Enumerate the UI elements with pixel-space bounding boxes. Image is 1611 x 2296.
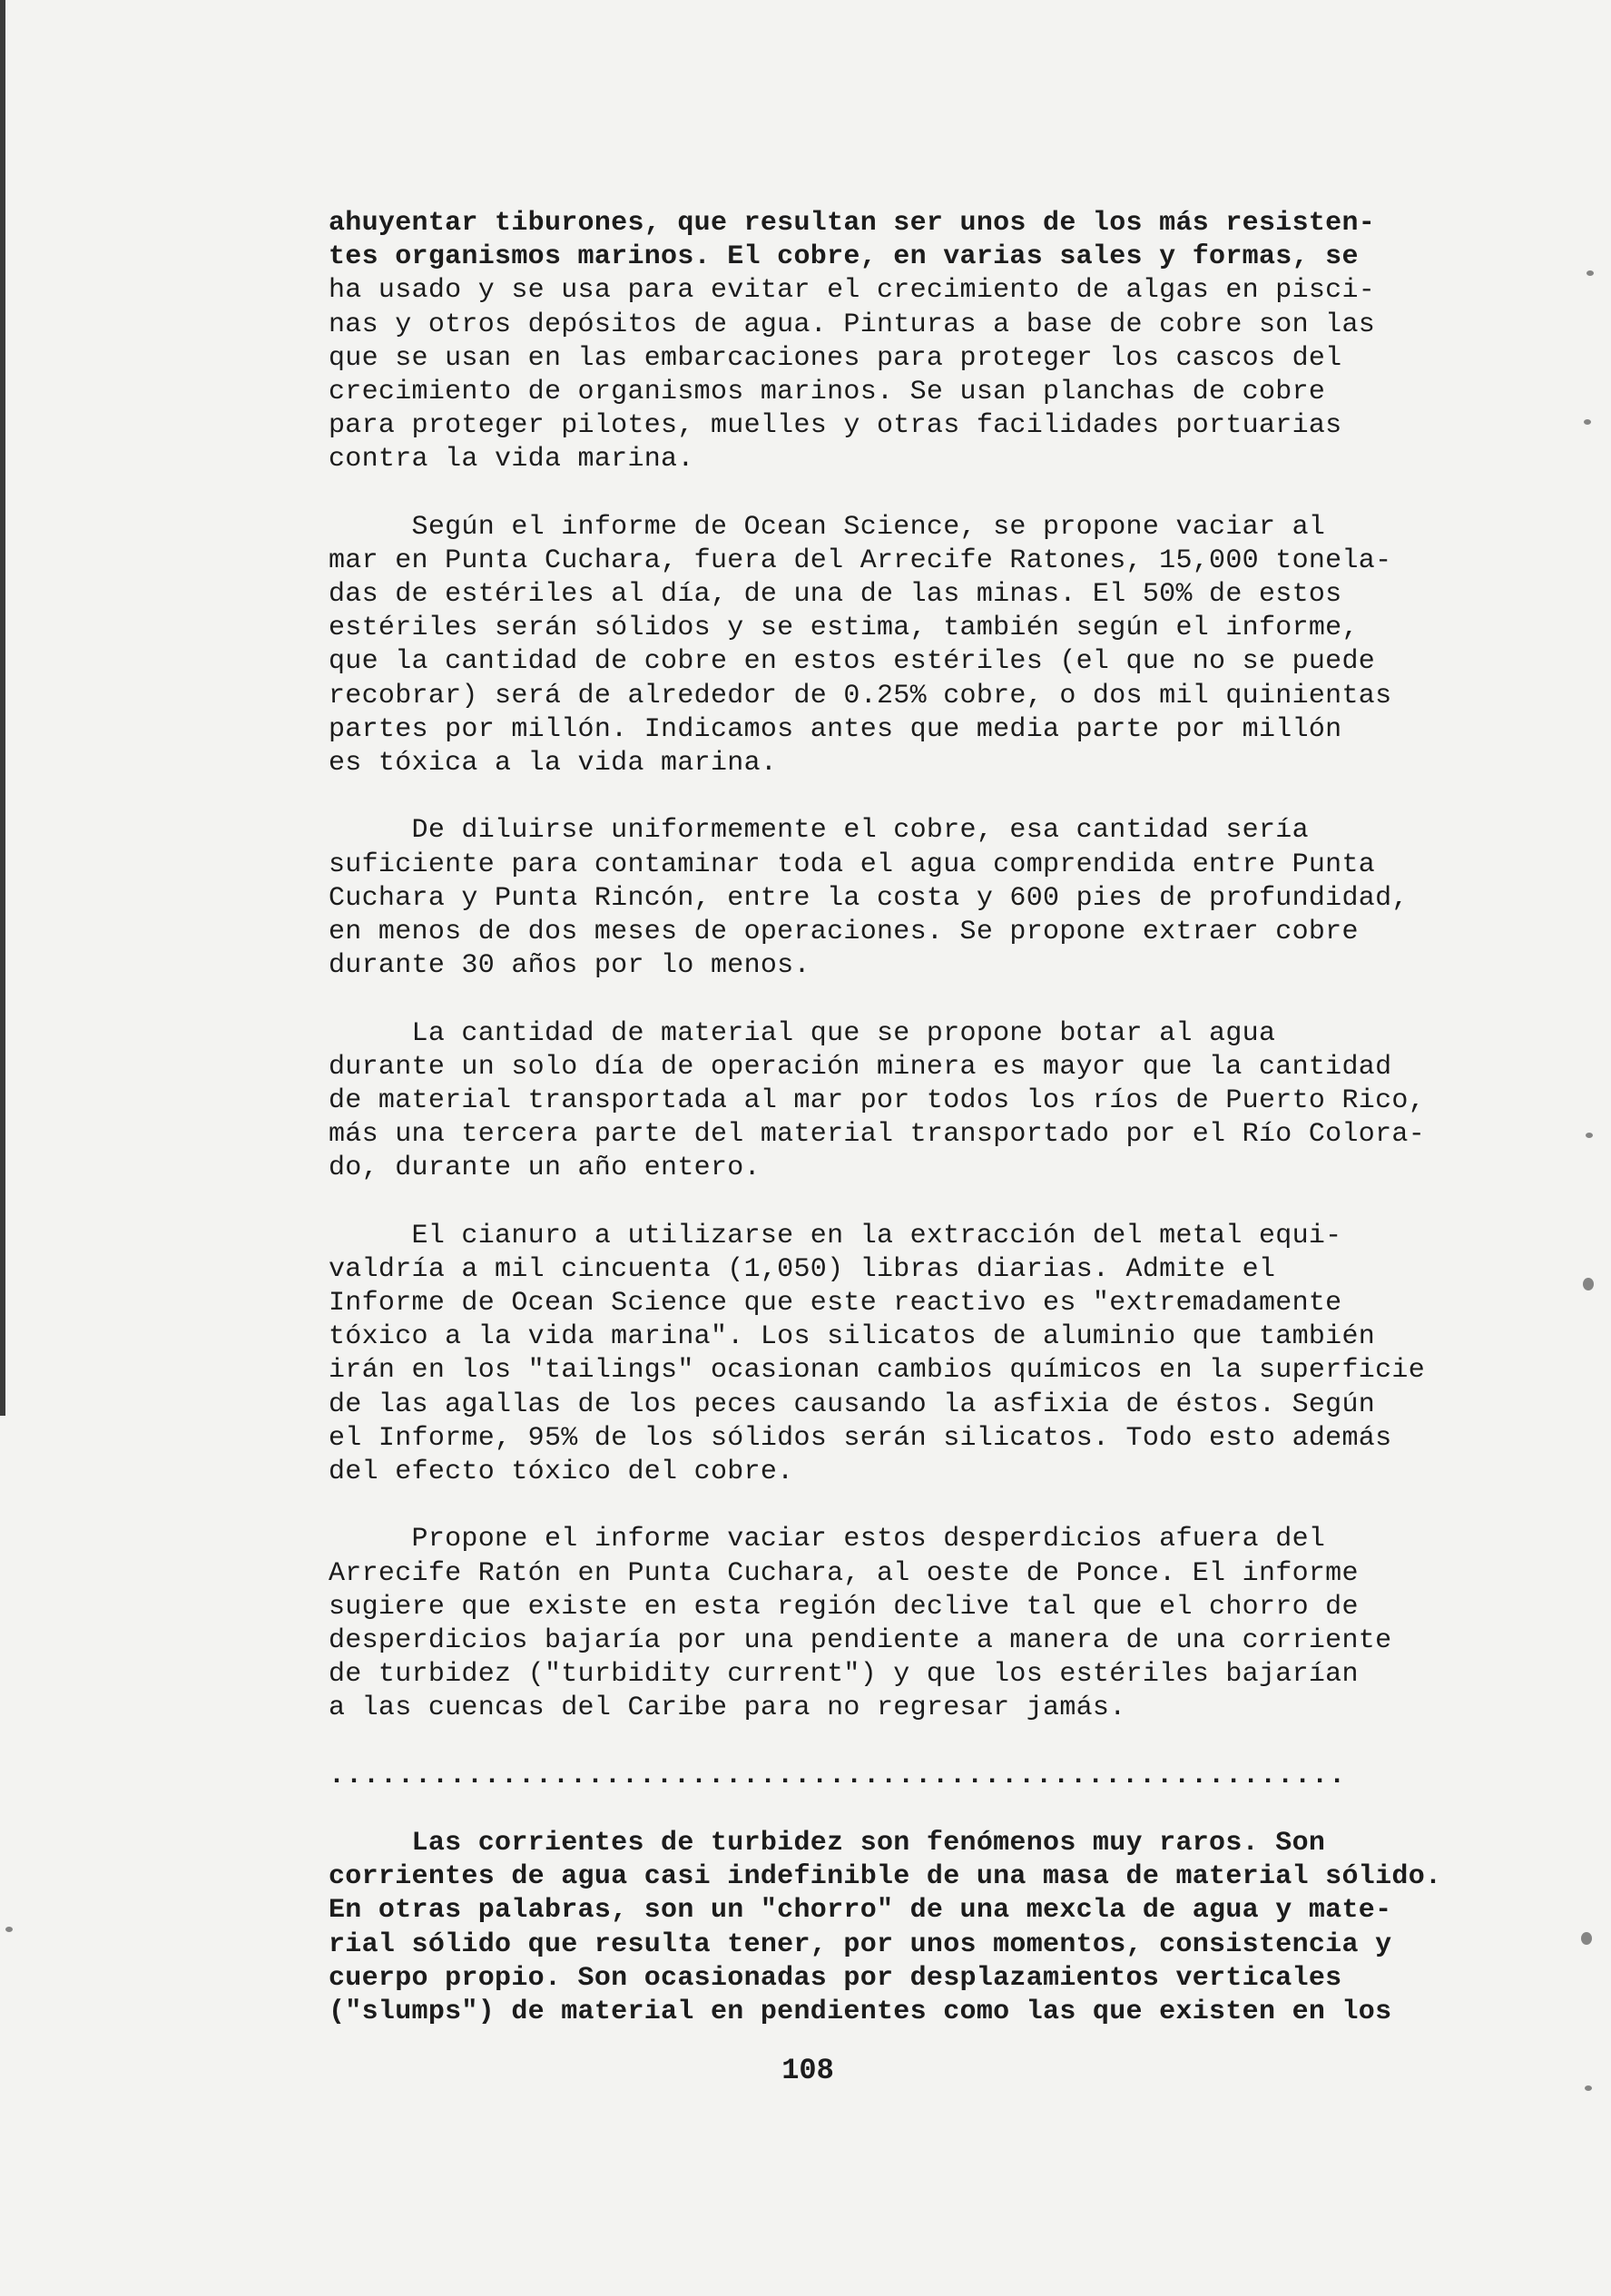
scan-speck <box>1586 270 1594 276</box>
text-line: Arrecife Ratón en Punta Cuchara, al oeste de Ponce. El informe <box>329 1557 1359 1589</box>
paragraph-5 <box>329 1220 1427 1490</box>
scan-speck <box>1586 1133 1593 1138</box>
text-line: das de estériles al día, de una de las minas. El 50% de estos <box>329 579 1342 611</box>
text-line: que se usan en las embarcaciones para proteger los cascos del <box>329 342 1342 374</box>
document-body <box>329 207 1442 2029</box>
scan-speck <box>1584 419 1591 425</box>
text-line: La cantidad de material que se propone botar al agua <box>329 1017 1276 1049</box>
text-line: tóxico a la vida marina". Los silicatos de aluminio que también <box>329 1321 1376 1353</box>
scan-speck <box>5 1927 13 1932</box>
text-line: crecimiento de organismos marinos. Se usan planchas de cobre <box>329 376 1326 407</box>
text-line: De diluirse uniformemente el cobre, esa cantidad sería <box>329 815 1309 847</box>
text-line: recobrar) será de alrededor de 0.25% cobre, o dos mil quinientas <box>329 680 1392 711</box>
text-line: mar en Punta Cuchara, fuera del Arrecife Ratones, 15,000 tonela- <box>329 545 1392 576</box>
text-line: para proteger pilotes, muelles y otras facilidades portuarias <box>329 410 1342 442</box>
text-line: durante 30 años por lo menos. <box>329 950 810 982</box>
text-line: de las agallas de los peces causando la asfixia de éstos. Según <box>329 1388 1376 1420</box>
text-line: desperdicios bajaría por una pendiente a manera de una corriente <box>329 1624 1392 1656</box>
paragraph-7 <box>329 1827 1442 2029</box>
text-line: corrientes de agua casi indefinible de una masa de material sólido. <box>329 1861 1442 1893</box>
text-line: es tóxica a la vida marina. <box>329 748 778 779</box>
paragraph-gap <box>329 477 1427 511</box>
text-line: más una tercera parte del material transportado por el Río Colora- <box>329 1119 1425 1151</box>
scan-speck <box>1585 2085 1592 2091</box>
text-line: ("slumps") de material en pendientes como las que existen en los <box>329 1996 1392 2027</box>
paragraph-gap <box>329 1793 1427 1827</box>
text-line: durante un solo día de operación minera es mayor que la cantidad <box>329 1051 1392 1083</box>
scan-edge-shadow <box>0 0 5 1416</box>
text-line: Según el informe de Ocean Science, se propone vaciar al <box>329 511 1326 543</box>
paragraph-2 <box>329 511 1427 781</box>
paragraph-1 <box>329 207 1427 477</box>
text-line: cuerpo propio. Son ocasionadas por desplazamientos verticales <box>329 1962 1342 1994</box>
paragraph-6 <box>329 1523 1427 1725</box>
scan-speck <box>1581 1932 1592 1945</box>
text-line: de material transportada al mar por todos los ríos de Puerto Rico, <box>329 1084 1425 1116</box>
text-line: el Informe, 95% de los sólidos serán silicatos. Todo esto además <box>329 1422 1392 1454</box>
text-line: Propone el informe vaciar estos desperdicios afuera del <box>329 1524 1326 1555</box>
text-line: nas y otros depósitos de agua. Pinturas a base de cobre son las <box>329 309 1376 340</box>
paragraph-gap <box>329 1725 1427 1759</box>
text-line: ha usado y se usa para evitar el crecimiento de algas en pisci- <box>329 275 1376 307</box>
text-line: partes por millón. Indicamos antes que media parte por millón <box>329 713 1342 745</box>
paragraph-4 <box>329 1017 1427 1186</box>
paragraph-gap <box>329 983 1427 1016</box>
paragraph-3 <box>329 814 1427 983</box>
text-line: en menos de dos meses de operaciones. Se propone extraer cobre <box>329 916 1359 947</box>
text-line: contra la vida marina. <box>329 444 694 476</box>
text-line: que la cantidad de cobre en estos estériles (el que no se puede <box>329 646 1376 678</box>
text-line: En otras palabras, son un "chorro" de una mexcla de agua y mate- <box>329 1895 1392 1927</box>
text-line: a las cuencas del Caribe para no regresar jamás. <box>329 1693 1126 1724</box>
text-line: irán en los "tailings" ocasionan cambios químicos en la superficie <box>329 1355 1425 1387</box>
paragraph-gap <box>329 1489 1427 1523</box>
text-line: Informe de Ocean Science que este reactivo es "extremadamente <box>329 1288 1342 1319</box>
section-separator: ........................................................... <box>329 1760 1347 1791</box>
text-line: ahuyentar tiburones, que resultan ser unos de los más resisten- <box>329 208 1376 239</box>
text-line: de turbidez ("turbidity current") y que los estériles bajarían <box>329 1659 1359 1691</box>
paragraph-gap <box>329 780 1427 814</box>
paragraph-gap <box>329 1185 1427 1219</box>
text-line: del efecto tóxico del cobre. <box>329 1456 794 1487</box>
text-line: valdría a mil cincuenta (1,050) libras diarias. Admite el <box>329 1253 1276 1285</box>
text-line: tes organismos marinos. El cobre, en varias sales y formas, se <box>329 241 1359 273</box>
text-line: El cianuro a utilizarse en la extracción del metal equi- <box>329 1220 1342 1251</box>
scan-speck <box>1583 1278 1594 1290</box>
text-line: suficiente para contaminar toda el agua comprendida entre Punta <box>329 849 1376 880</box>
text-line: sugiere que existe en esta región declive tal que el chorro de <box>329 1591 1359 1623</box>
text-line: estériles serán sólidos y se estima, también según el informe, <box>329 613 1359 644</box>
text-line: rial sólido que resulta tener, por unos momentos, consistencia y <box>329 1928 1392 1960</box>
text-line: Las corrientes de turbidez son fenómenos muy raros. Son <box>329 1828 1326 1859</box>
text-line: do, durante un año entero. <box>329 1153 761 1184</box>
page-number: 108 <box>781 2054 834 2087</box>
text-line: Cuchara y Punta Rincón, entre la costa y 600 pies de profundidad, <box>329 882 1409 914</box>
